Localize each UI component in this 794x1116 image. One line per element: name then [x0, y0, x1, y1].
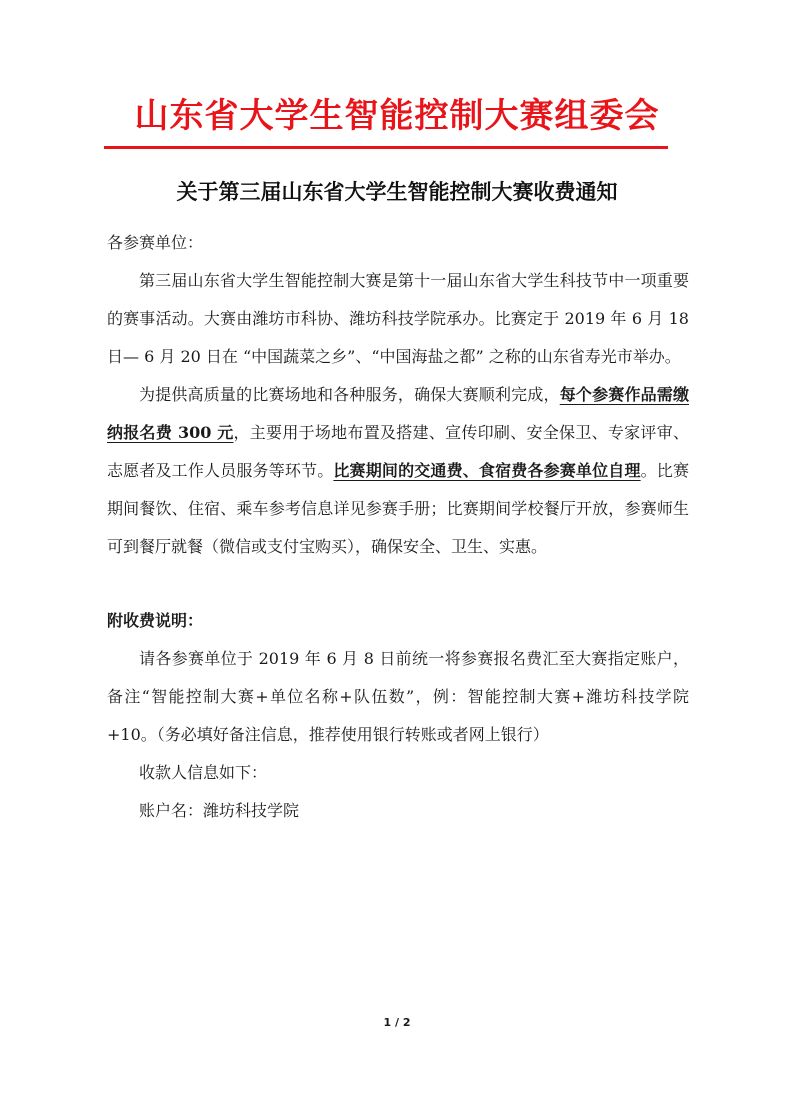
payee-intro: 收款人信息如下： — [139, 763, 268, 782]
paragraph-fees — [107, 376, 689, 566]
notice-title: 关于第三届山东省大学生智能控制大赛收费通知 — [176, 180, 618, 204]
salutation: 各参赛单位： — [107, 233, 204, 252]
red-divider-line — [104, 146, 668, 149]
section-heading: 附收费说明： — [107, 611, 204, 630]
paragraph-payment: 请各参赛单位于 2019 年 6 月 8 日前统一将参赛报名费汇至大赛指定账户，备注“智能控制大赛+单位名称+队伍数”，例：智能控制大赛+潍坊科技学院+10。（务必填好备注信息，推荐使用银行转账或者网上银行） — [107, 649, 689, 744]
fees-text-e: 。比赛期间餐饮、住宿、乘车参考信息详见参赛手册；比赛期间学校餐厅开放，参赛师生可到餐厅就餐（微信或支付宝购买），确保安全、卫生、实惠。 — [107, 461, 689, 556]
organization-title: 山东省大学生智能控制大赛组委会 — [134, 96, 660, 136]
page-number: 1 / 2 — [383, 1016, 411, 1029]
self-paid-highlight: 比赛期间的交通费、食宿费各参赛单位自理 — [333, 461, 641, 480]
notice-body — [107, 224, 689, 830]
account-name: 账户名：潍坊科技学院 — [139, 801, 300, 820]
fees-text-c: ，主要用于场地布置及搭建、宣传印刷、安全保卫、专家评审、志愿者及工作人员服务等环节。 — [107, 423, 689, 480]
fee-amount-highlight: 每个参赛作品需缴纳报名费 300 元 — [107, 385, 689, 442]
spacer — [107, 566, 689, 602]
fees-text-a: 为提供高质量的比赛场地和各种服务，确保大赛顺利完成， — [139, 385, 560, 404]
paragraph-intro: 第三届山东省大学生智能控制大赛是第十一届山东省大学生科技节中一项重要的赛事活动。大赛由潍坊市科协、潍坊科技学院承办。比赛定于 2019 年 6 月 18 日— 6 月 20 日在 “中国蔬菜之乡”、“中国海盐之都” 之称的山东省寿光市举办。 — [107, 271, 689, 366]
